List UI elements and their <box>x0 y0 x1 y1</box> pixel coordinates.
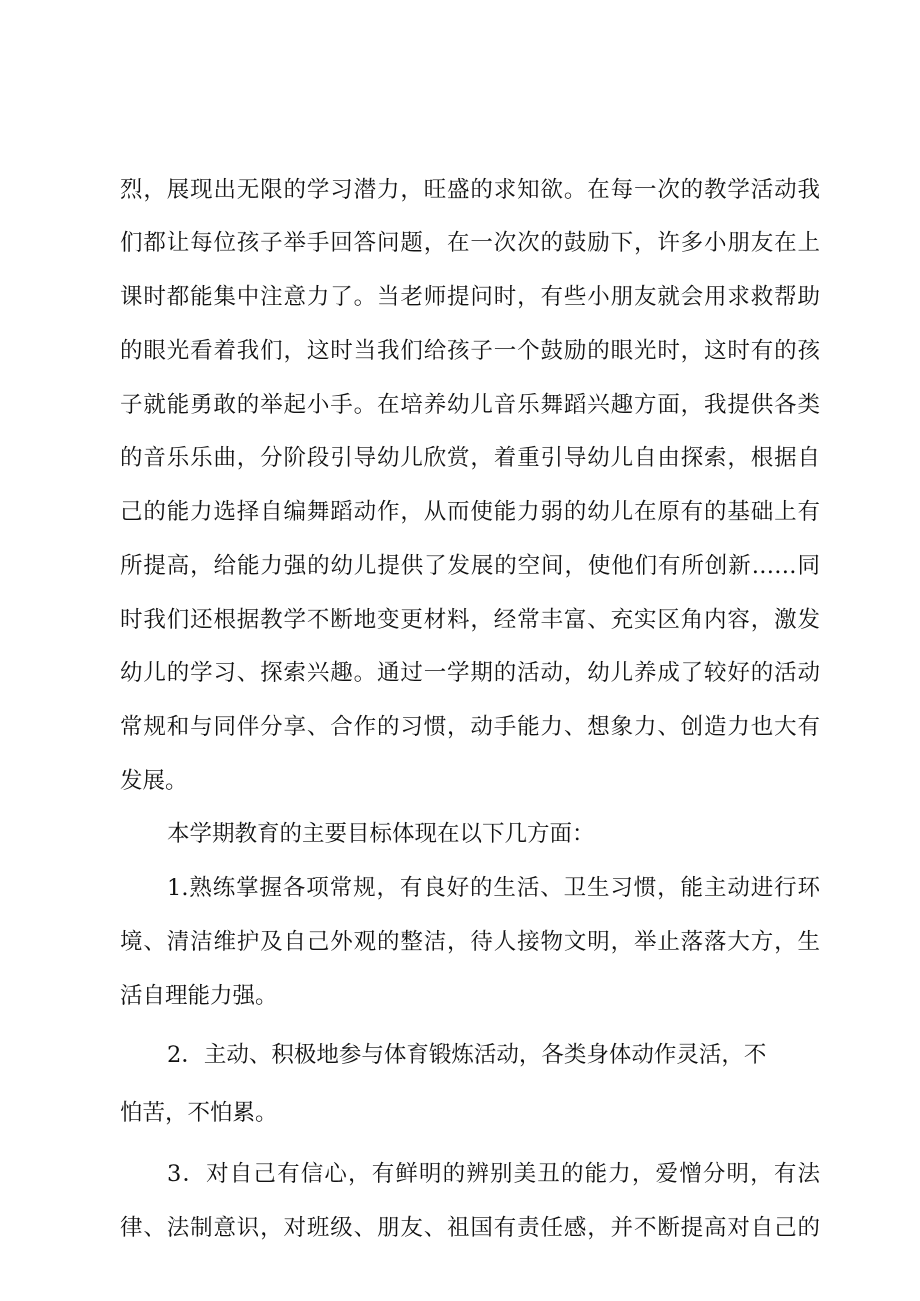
paragraph-heading: 本学期教育的主要目标体现在以下几方面： <box>167 821 595 847</box>
text-line: 的音乐乐曲，分阶段引导幼儿欣赏，着重引导幼儿自由探索，根据自 <box>120 445 820 471</box>
text-line: 们都让每位孩子举手回答问题，在一次次的鼓励下，许多小朋友在上 <box>120 230 820 256</box>
text-line: 课时都能集中注意力了。当老师提问时，有些小朋友就会用求救帮助 <box>120 284 820 310</box>
list-item-1-line: 境、清洁维护及自己外观的整洁，待人接物文明，举止落落大方，生 <box>120 929 820 955</box>
text-line: 所提高，给能力强的幼儿提供了发展的空间，使他们有所创新……同 <box>120 553 820 579</box>
list-item-2-line: 怕苦，不怕累。 <box>120 1100 278 1126</box>
text-line: 己的能力选择自编舞蹈动作，从而使能力弱的幼儿在原有的基础上有 <box>120 499 820 525</box>
list-item-1-line: 活自理能力强。 <box>120 983 278 1009</box>
list-item-1-line: 1.熟练掌握各项常规，有良好的生活、卫生习惯，能主动进行环 <box>167 875 820 901</box>
list-item-2-line: 2．主动、积极地参与体育锻炼活动，各类身体动作灵活，不 <box>167 1042 767 1068</box>
list-item-3-line: 律、法制意识，对班级、朋友、祖国有责任感，并不断提高对自己的 <box>120 1215 820 1241</box>
text-line: 幼儿的学习、探索兴趣。通过一学期的活动，幼儿养成了较好的活动 <box>120 660 820 686</box>
list-item-3-line: 3．对自己有信心，有鲜明的辨别美丑的能力，爱憎分明，有法 <box>167 1161 820 1187</box>
text-line: 的眼光看着我们，这时当我们给孩子一个鼓励的眼光时，这时有的孩 <box>120 338 820 364</box>
text-line: 烈，展现出无限的学习潜力，旺盛的求知欲。在每一次的教学活动我 <box>120 177 820 203</box>
text-line: 发展。 <box>120 768 188 794</box>
text-line: 常规和与同伴分享、合作的习惯，动手能力、想象力、创造力也大有 <box>120 714 820 740</box>
text-line: 时我们还根据教学不断地变更材料，经常丰富、充实区角内容，激发 <box>120 607 820 633</box>
text-line: 子就能勇敢的举起小手。在培养幼儿音乐舞蹈兴趣方面，我提供各类 <box>120 392 820 418</box>
